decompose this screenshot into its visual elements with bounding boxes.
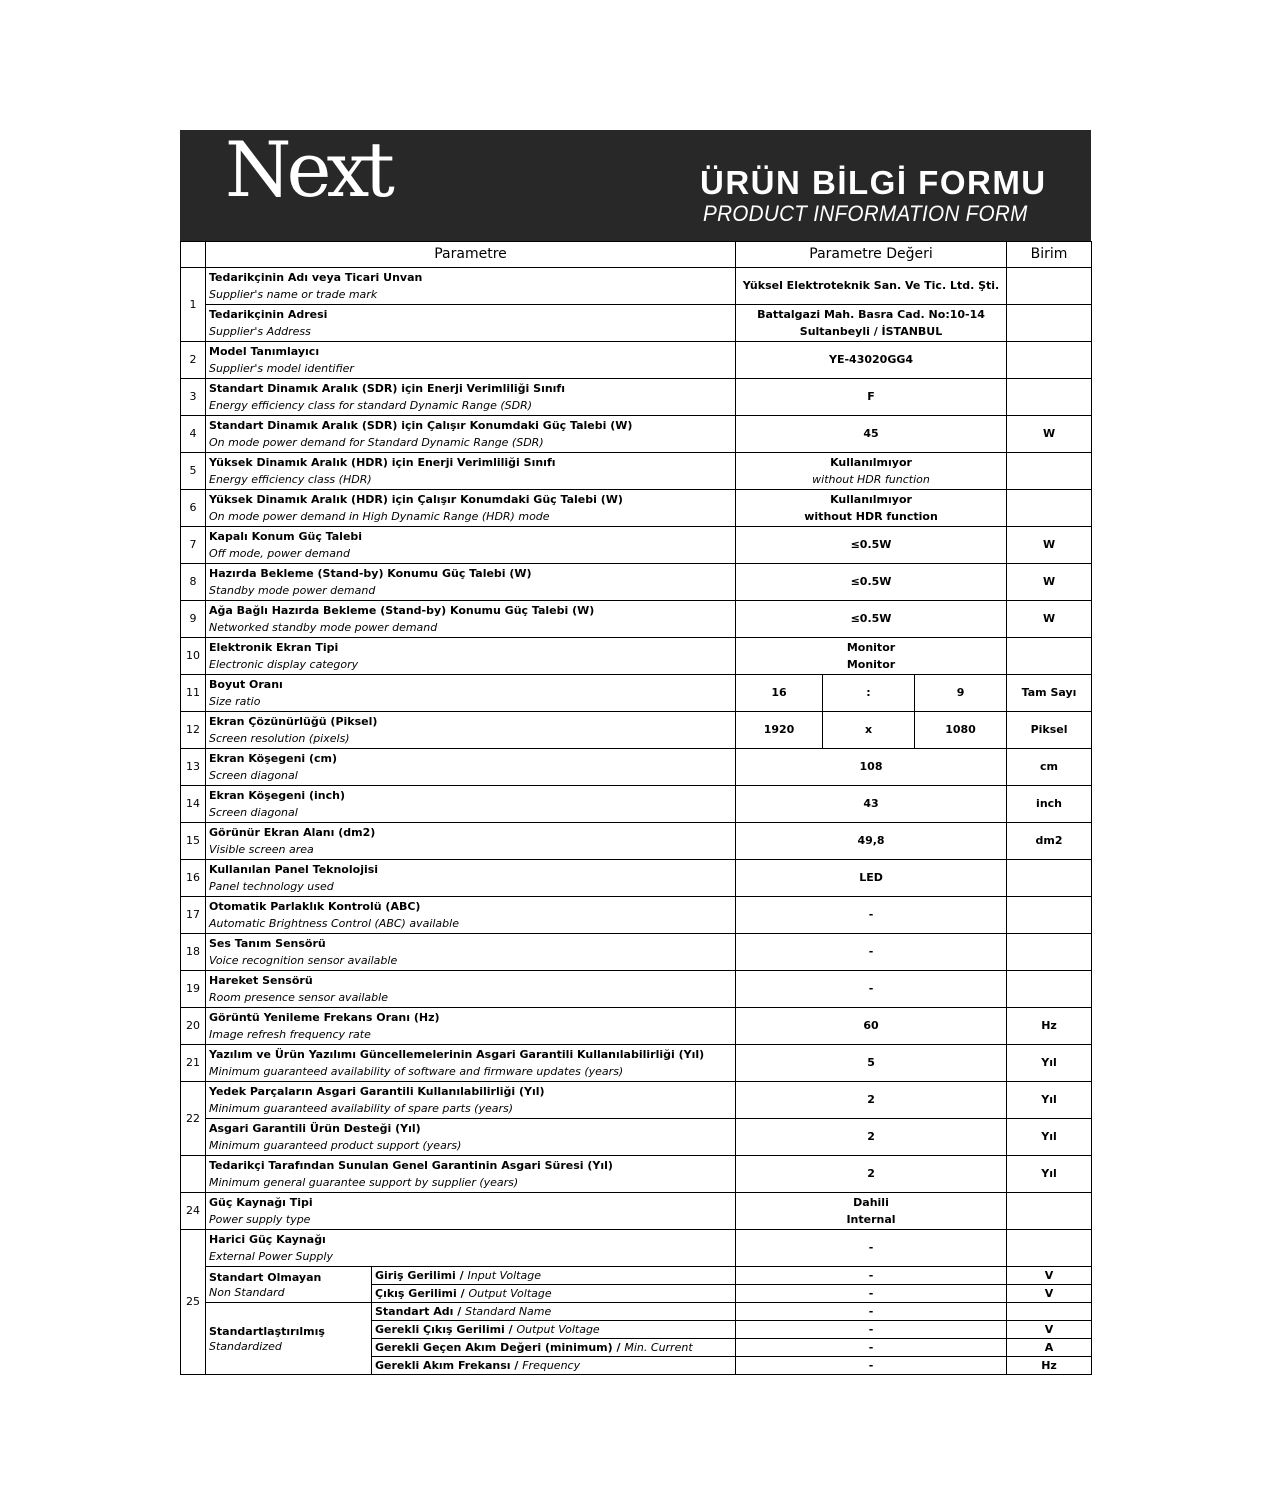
form-title-english: PRODUCT INFORMATION FORM [703, 201, 1028, 226]
param-cell [206, 527, 736, 564]
unit-cell: W [1007, 416, 1092, 453]
param-name-english: Visible screen area [209, 843, 314, 856]
sub-param-english: Output Voltage [468, 1287, 552, 1300]
param-name-turkish: Yazılım ve Ürün Yazılımı Güncellemelerinin Asgari Garantili Kullanılabilirliği (Yıl) [209, 1047, 705, 1061]
sub-param-english: Standard Name [465, 1305, 552, 1318]
value-part: 1080 [915, 712, 1007, 749]
param-name-english: Electronic display category [209, 658, 359, 671]
column-header-param: Parametre [206, 242, 736, 268]
table-row [181, 1230, 1092, 1267]
param-cell [206, 860, 736, 897]
unit-cell: Tam Sayı [1007, 675, 1092, 712]
table-row [181, 490, 1092, 527]
table-row [181, 453, 1092, 490]
param-name-turkish: Elektronik Ekran Tipi [209, 640, 339, 654]
sub-value-cell: - [736, 1357, 1007, 1375]
table-row [181, 786, 1092, 823]
sub-param-english: Output Voltage [516, 1323, 600, 1336]
unit-cell: W [1007, 601, 1092, 638]
param-name-turkish: Asgari Garantili Ürün Desteği (Yıl) [209, 1121, 421, 1135]
sub-unit-cell: A [1007, 1339, 1092, 1357]
param-name-english: Image refresh frequency rate [209, 1028, 371, 1041]
param-cell [206, 601, 736, 638]
unit-cell: cm [1007, 749, 1092, 786]
row-number: 12 [181, 712, 206, 749]
row-number: 7 [181, 527, 206, 564]
value-part: 16 [736, 675, 823, 712]
unit-cell [1007, 379, 1092, 416]
param-name-english: Energy efficiency class for standard Dynamic Range (SDR) [209, 399, 533, 412]
param-name-english: Standby mode power demand [209, 584, 376, 597]
value-text: ≤0.5W [850, 612, 892, 626]
param-name-english: Automatic Brightness Control (ABC) available [209, 917, 459, 930]
sub-param-turkish: Gerekli Akım Frekansı [375, 1359, 511, 1372]
table-row [181, 934, 1092, 971]
sub-unit-cell: V [1007, 1321, 1092, 1339]
value-cell [736, 897, 1007, 934]
value-cell [736, 1045, 1007, 1082]
unit-cell [1007, 305, 1092, 342]
unit-cell [1007, 453, 1092, 490]
value-text: Battalgazi Mah. Basra Cad. No:10-14 [757, 307, 985, 321]
table-row [181, 971, 1092, 1008]
param-name-english: Room presence sensor available [209, 991, 388, 1004]
param-cell [206, 897, 736, 934]
value-cell [736, 416, 1007, 453]
value-cell [736, 823, 1007, 860]
sub-param-cell: Gerekli Çıkış Gerilimi / Output Voltage [372, 1321, 736, 1339]
row-number: 21 [181, 1045, 206, 1082]
row-number: 25 [181, 1230, 206, 1375]
param-name-english: Screen diagonal [209, 769, 298, 782]
unit-cell [1007, 1230, 1092, 1267]
param-cell [206, 416, 736, 453]
row-number: 3 [181, 379, 206, 416]
sub-param-cell: Gerekli Geçen Akım Değeri (minimum) / Min. Current [372, 1339, 736, 1357]
value-cell [736, 453, 1007, 490]
std-group-cell [206, 1303, 372, 1375]
nonstd-group-cell [206, 1267, 372, 1303]
sub-param-cell: Standart Adı / Standard Name [372, 1303, 736, 1321]
table-row [181, 749, 1092, 786]
param-name-turkish: Model Tanımlayıcı [209, 344, 320, 358]
param-name-turkish: Ekran Köşegeni (inch) [209, 788, 346, 802]
value-text: - [868, 908, 874, 922]
unit-cell [1007, 268, 1092, 305]
param-name-turkish: Hazırda Bekleme (Stand-by) Konumu Güç Talebi (W) [209, 566, 532, 580]
param-cell [206, 342, 736, 379]
param-name-english: Size ratio [209, 695, 261, 708]
unit-cell [1007, 897, 1092, 934]
table-row [181, 564, 1092, 601]
row-number: 17 [181, 897, 206, 934]
row-number: 11 [181, 675, 206, 712]
value-text-secondary: without HDR function [812, 473, 930, 486]
param-name-turkish: Tedarikçi Tarafından Sunulan Genel Garantinin Asgari Süresi (Yıl) [209, 1158, 613, 1172]
param-cell [206, 749, 736, 786]
row-number: 1 [181, 268, 206, 342]
param-name-turkish: Standart Dinamık Aralık (SDR) için Çalışır Konumdaki Güç Talebi (W) [209, 418, 633, 432]
value-cell [736, 1008, 1007, 1045]
param-cell [206, 1045, 736, 1082]
unit-cell: Yıl [1007, 1045, 1092, 1082]
table-row [181, 638, 1092, 675]
param-name-english: Power supply type [209, 1213, 311, 1226]
value-cell [736, 860, 1007, 897]
power-supply-row [181, 1267, 1092, 1285]
param-name-turkish: Boyut Oranı [209, 677, 283, 691]
sub-param-cell: Giriş Gerilimi / Input Voltage [372, 1267, 736, 1285]
param-cell [206, 823, 736, 860]
param-name-english: Minimum guaranteed availability of spare parts (years) [209, 1102, 514, 1115]
value-text: LED [859, 871, 883, 885]
table-row [181, 268, 1092, 305]
value-text: - [868, 982, 874, 996]
std-label-turkish: Standartlaştırılmış [209, 1324, 325, 1338]
value-text: - [868, 945, 874, 959]
param-name-english: Minimum guaranteed product support (years) [209, 1139, 462, 1152]
value-text: YE-43020GG4 [829, 353, 914, 367]
param-cell [206, 971, 736, 1008]
unit-cell [1007, 971, 1092, 1008]
form-title-turkish: ÜRÜN BİLGİ FORMU [700, 164, 1047, 201]
unit-cell: Yıl [1007, 1119, 1092, 1156]
unit-cell: dm2 [1007, 823, 1092, 860]
value-cell [736, 305, 1007, 342]
row-number: 18 [181, 934, 206, 971]
param-name-english: Supplier's name or trade mark [209, 288, 378, 301]
param-name-turkish: Standart Dinamık Aralık (SDR) için Enerji Verimliliği Sınıfı [209, 381, 565, 395]
column-header-value: Parametre Değeri [736, 242, 1007, 268]
row-number: 14 [181, 786, 206, 823]
row-number: 9 [181, 601, 206, 638]
param-cell [206, 379, 736, 416]
sub-unit-cell [1007, 1303, 1092, 1321]
table-row [181, 1008, 1092, 1045]
value-part: : [823, 675, 915, 712]
value-cell [736, 564, 1007, 601]
table-row [181, 1082, 1092, 1119]
row-number: 5 [181, 453, 206, 490]
sub-param-turkish: Gerekli Geçen Akım Değeri (minimum) [375, 1341, 613, 1354]
value-cell [736, 268, 1007, 305]
param-name-turkish: Kapalı Konum Güç Talebi [209, 529, 363, 543]
sub-unit-cell: V [1007, 1285, 1092, 1303]
param-name-english: External Power Supply [209, 1250, 333, 1263]
value-text: 45 [863, 427, 879, 441]
param-name-turkish: Güç Kaynağı Tipi [209, 1195, 313, 1209]
param-cell [206, 1193, 736, 1230]
value-text: - [868, 1241, 874, 1255]
table-row [181, 305, 1092, 342]
sub-value-cell: - [736, 1285, 1007, 1303]
row-number: 16 [181, 860, 206, 897]
table-row [181, 1119, 1092, 1156]
param-name-turkish: Tedarikçinin Adresi [209, 307, 328, 321]
table-row [181, 823, 1092, 860]
column-header-unit: Birim [1007, 242, 1092, 268]
param-cell [206, 712, 736, 749]
table-row [181, 897, 1092, 934]
value-cell [736, 638, 1007, 675]
value-cell [736, 527, 1007, 564]
param-cell [206, 786, 736, 823]
sub-param-turkish: Standart Adı [375, 1305, 454, 1318]
table-row [181, 1045, 1092, 1082]
row-number: 22 [181, 1082, 206, 1156]
unit-cell [1007, 1193, 1092, 1230]
param-cell [206, 564, 736, 601]
value-text: 43 [863, 797, 879, 811]
value-cell [736, 934, 1007, 971]
row-number: 15 [181, 823, 206, 860]
param-name-english: Screen diagonal [209, 806, 298, 819]
value-text: ≤0.5W [850, 538, 892, 552]
sub-value-cell: - [736, 1267, 1007, 1285]
unit-cell: Yıl [1007, 1156, 1092, 1193]
std-label-english: Standardized [209, 1339, 282, 1353]
row-number: 19 [181, 971, 206, 1008]
value-cell [736, 1193, 1007, 1230]
sub-value-cell: - [736, 1303, 1007, 1321]
row-number: 20 [181, 1008, 206, 1045]
param-name-turkish: Ekran Çözünürlüğü (Piksel) [209, 714, 378, 728]
param-name-english: Minimum guaranteed availability of software and firmware updates (years) [209, 1065, 624, 1078]
form-header [180, 125, 1091, 241]
value-text: Dahili [853, 1195, 889, 1209]
power-supply-row [181, 1303, 1092, 1321]
param-name-turkish: Görüntü Yenileme Frekans Oranı (Hz) [209, 1010, 440, 1024]
unit-cell [1007, 490, 1092, 527]
sub-param-english: Input Voltage [467, 1269, 541, 1282]
param-name-english: Supplier's Address [209, 325, 311, 338]
value-text: Kullanılmıyor [830, 455, 912, 469]
value-part: 9 [915, 675, 1007, 712]
value-text: 60 [863, 1019, 879, 1033]
unit-cell: inch [1007, 786, 1092, 823]
param-cell [206, 1156, 736, 1193]
product-spec-table [180, 241, 1092, 1375]
value-part: x [823, 712, 915, 749]
value-cell [736, 749, 1007, 786]
value-text: 2 [867, 1130, 875, 1144]
value-text-secondary: Sultanbeyli / İSTANBUL [799, 325, 943, 338]
param-name-turkish: Hareket Sensörü [209, 973, 313, 987]
param-name-english: Supplier's model identifier [209, 362, 354, 375]
row-number: 2 [181, 342, 206, 379]
value-text: 2 [867, 1093, 875, 1107]
value-cell [736, 971, 1007, 1008]
row-number [181, 1156, 206, 1193]
table-row [181, 379, 1092, 416]
row-number: 6 [181, 490, 206, 527]
brand-logo: Next [225, 125, 390, 214]
param-cell [206, 1008, 736, 1045]
param-name-turkish: Otomatik Parlaklık Kontrolü (ABC) [209, 899, 421, 913]
param-cell [206, 675, 736, 712]
param-name-turkish: Yedek Parçaların Asgari Garantili Kullanılabilirliği (Yıl) [209, 1084, 545, 1098]
table-row [181, 1193, 1092, 1230]
param-cell [206, 638, 736, 675]
value-text-secondary: without HDR function [804, 510, 938, 523]
param-name-turkish: Harici Güç Kaynağı [209, 1232, 326, 1246]
value-text: ≤0.5W [850, 575, 892, 589]
nonstd-label-english: Non Standard [209, 1285, 285, 1299]
param-cell [206, 490, 736, 527]
param-name-turkish: Yüksek Dinamık Aralık (HDR) için Çalışır Konumdaki Güç Talebi (W) [209, 492, 623, 506]
param-name-turkish: Tedarikçinin Adı veya Ticari Unvan [209, 270, 423, 284]
sub-param-turkish: Çıkış Gerilimi [375, 1287, 457, 1300]
param-name-english: Voice recognition sensor available [209, 954, 398, 967]
param-name-english: Energy efficiency class (HDR) [209, 473, 372, 486]
unit-cell [1007, 638, 1092, 675]
param-name-turkish: Ağa Bağlı Hazırda Bekleme (Stand-by) Konumu Güç Talebi (W) [209, 603, 595, 617]
value-text: 49,8 [857, 834, 885, 848]
param-cell [206, 1082, 736, 1119]
param-name-english: Off mode, power demand [209, 547, 350, 560]
param-name-english: Screen resolution (pixels) [209, 732, 350, 745]
table-row [181, 527, 1092, 564]
row-number: 24 [181, 1193, 206, 1230]
value-cell [736, 1230, 1007, 1267]
sub-unit-cell: V [1007, 1267, 1092, 1285]
param-cell [206, 1230, 736, 1267]
sub-param-turkish: Giriş Gerilimi [375, 1269, 456, 1282]
sub-param-english: Min. Current [624, 1341, 693, 1354]
table-row [181, 1156, 1092, 1193]
nonstd-label-turkish: Standart Olmayan [209, 1270, 322, 1284]
value-text: 5 [867, 1056, 875, 1070]
value-text: Monitor [846, 640, 896, 654]
value-cell [736, 342, 1007, 379]
param-cell [206, 268, 736, 305]
row-number: 10 [181, 638, 206, 675]
value-cell [736, 1119, 1007, 1156]
value-cell [736, 379, 1007, 416]
table-row [181, 342, 1092, 379]
row-number: 13 [181, 749, 206, 786]
table-header-row [181, 242, 1092, 268]
sub-param-turkish: Gerekli Çıkış Gerilimi [375, 1323, 505, 1336]
value-text: Kullanılmıyor [830, 492, 912, 506]
row-number: 4 [181, 416, 206, 453]
table-row [181, 860, 1092, 897]
table-row [181, 675, 1092, 712]
param-cell [206, 453, 736, 490]
value-text-secondary: Monitor [846, 658, 896, 671]
param-cell [206, 1119, 736, 1156]
row-number: 8 [181, 564, 206, 601]
value-cell [736, 786, 1007, 823]
unit-cell [1007, 860, 1092, 897]
param-name-turkish: Ekran Köşegeni (cm) [209, 751, 338, 765]
param-name-english: On mode power demand for Standard Dynamic Range (SDR) [209, 436, 544, 449]
value-part: 1920 [736, 712, 823, 749]
param-cell [206, 934, 736, 971]
unit-cell: W [1007, 527, 1092, 564]
sub-unit-cell: Hz [1007, 1357, 1092, 1375]
param-name-turkish: Kullanılan Panel Teknolojisi [209, 862, 379, 876]
value-text: Yüksel Elektroteknik San. Ve Tic. Ltd. Şti. [742, 279, 1000, 293]
param-name-turkish: Görünür Ekran Alanı (dm2) [209, 825, 376, 839]
param-name-english: Panel technology used [209, 880, 334, 893]
table-row [181, 712, 1092, 749]
unit-cell: Hz [1007, 1008, 1092, 1045]
unit-cell [1007, 342, 1092, 379]
value-cell [736, 490, 1007, 527]
unit-cell: Yıl [1007, 1082, 1092, 1119]
value-text-secondary: Internal [846, 1213, 896, 1226]
param-name-english: Networked standby mode power demand [209, 621, 438, 634]
param-name-turkish: Yüksek Dinamık Aralık (HDR) için Enerji Verimliliği Sınıfı [209, 455, 556, 469]
value-text: F [867, 390, 875, 404]
unit-cell: W [1007, 564, 1092, 601]
sub-param-cell: Gerekli Akım Frekansı / Frequency [372, 1357, 736, 1375]
value-text: 2 [867, 1167, 875, 1181]
value-cell [736, 1082, 1007, 1119]
value-cell [736, 601, 1007, 638]
unit-cell: Piksel [1007, 712, 1092, 749]
param-name-english: Minimum general guarantee support by supplier (years) [209, 1176, 519, 1189]
unit-cell [1007, 934, 1092, 971]
param-name-english: On mode power demand in High Dynamic Range (HDR) mode [209, 510, 550, 523]
param-name-turkish: Ses Tanım Sensörü [209, 936, 326, 950]
param-cell [206, 305, 736, 342]
sub-value-cell: - [736, 1339, 1007, 1357]
table-row [181, 416, 1092, 453]
sub-value-cell: - [736, 1321, 1007, 1339]
sub-param-cell: Çıkış Gerilimi / Output Voltage [372, 1285, 736, 1303]
sub-param-english: Frequency [522, 1359, 581, 1372]
value-text: 108 [859, 760, 883, 774]
value-cell [736, 1156, 1007, 1193]
row-number-header [181, 242, 206, 268]
table-row [181, 601, 1092, 638]
